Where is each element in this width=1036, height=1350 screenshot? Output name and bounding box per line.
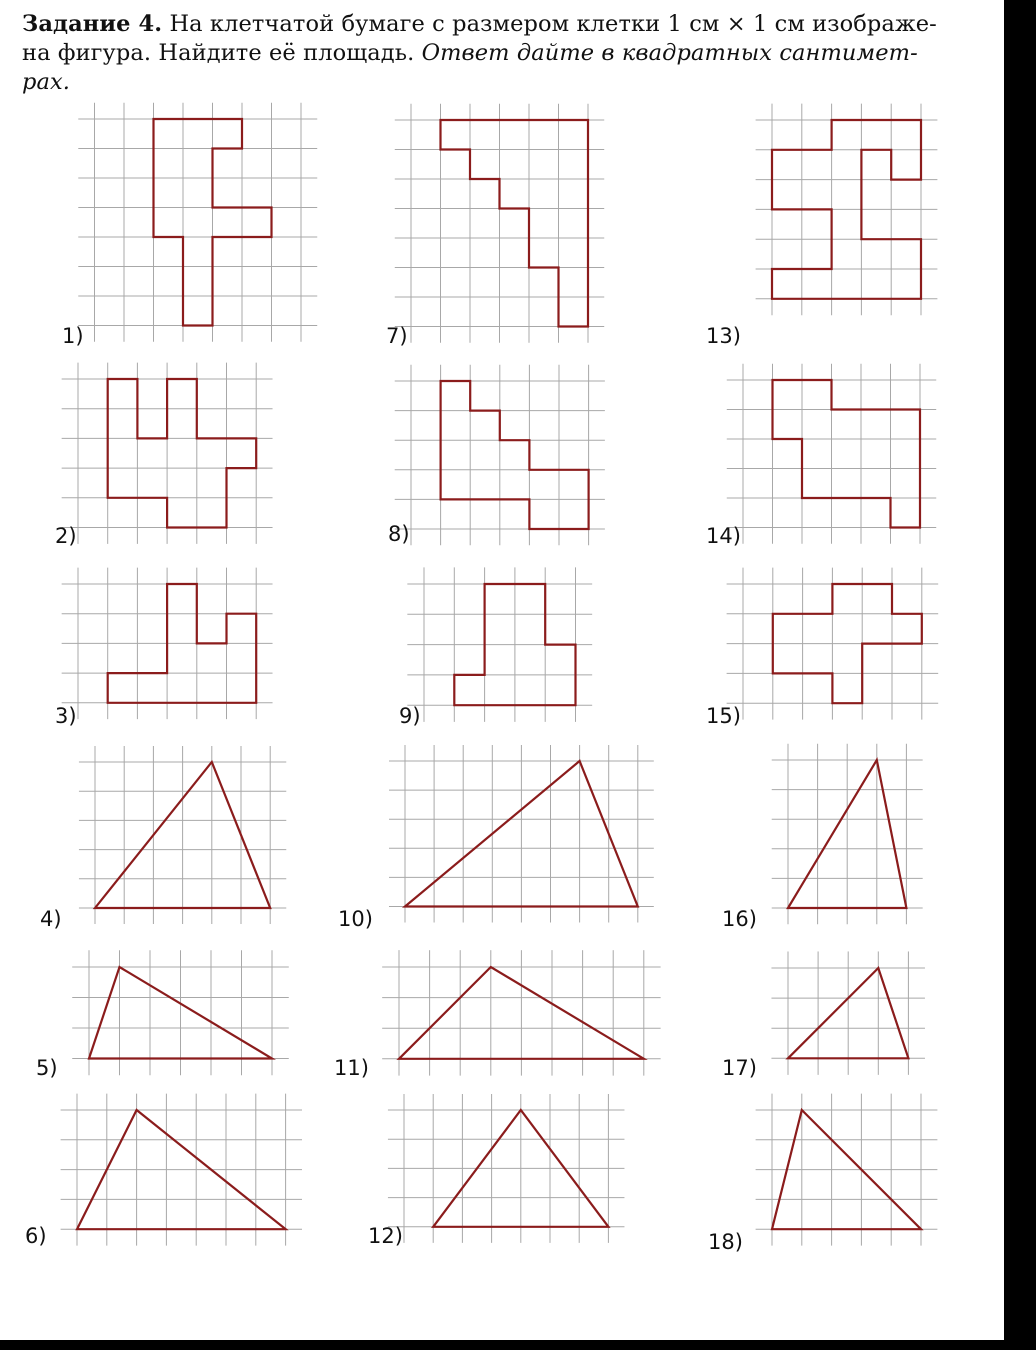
grid-6 — [61, 1094, 302, 1246]
task-answer-instruction-end: рах. — [22, 69, 71, 95]
grid-10 — [389, 745, 654, 923]
grid-17 — [771, 951, 925, 1074]
grid-11 — [382, 950, 660, 1075]
figure-label-10: 10) — [338, 907, 373, 931]
task-answer-instruction: Ответ дайте в квадратных сантимет- — [421, 40, 918, 66]
figure-label-15: 15) — [706, 704, 741, 728]
figure-17 — [771, 951, 925, 1074]
figure-5 — [72, 950, 289, 1075]
figure-label-6: 6) — [25, 1224, 47, 1248]
figure-label-4: 4) — [40, 907, 62, 931]
figure-label-5: 5) — [36, 1056, 58, 1080]
figure-16 — [772, 744, 923, 925]
figure-10 — [389, 745, 654, 923]
figure-label-12: 12) — [368, 1224, 403, 1248]
figure-label-2: 2) — [55, 524, 77, 548]
grid-8 — [395, 365, 605, 546]
figure-4 — [79, 746, 286, 924]
figure-label-16: 16) — [722, 907, 757, 931]
task-text-line-2: на фигура. Найдите её площадь. — [22, 40, 422, 66]
figure-1 — [78, 103, 317, 342]
figure-label-9: 9) — [399, 704, 421, 728]
figure-9 — [407, 567, 592, 722]
polygon-outline-7 — [441, 120, 589, 327]
figure-7 — [395, 104, 604, 343]
figure-label-7: 7) — [386, 324, 408, 348]
grid-7 — [395, 104, 604, 343]
polygon-outline-14 — [773, 380, 921, 528]
figure-2 — [62, 363, 273, 544]
task-number: Задание 4. — [22, 11, 163, 37]
figure-11 — [382, 950, 660, 1075]
figure-12 — [388, 1094, 625, 1243]
grid-12 — [388, 1094, 625, 1243]
figure-label-13: 13) — [706, 324, 741, 348]
figure-label-8: 8) — [388, 522, 410, 546]
grid-1 — [78, 103, 317, 342]
figure-18 — [756, 1094, 938, 1246]
figure-label-3: 3) — [55, 704, 77, 728]
figure-label-14: 14) — [706, 524, 741, 548]
figure-label-11: 11) — [334, 1056, 369, 1080]
figure-15 — [727, 568, 939, 720]
grid-4 — [79, 746, 286, 924]
figure-13 — [756, 104, 938, 316]
figure-6 — [61, 1094, 302, 1246]
figure-label-18: 18) — [708, 1230, 743, 1254]
task-text-line-1: На клетчатой бумаге с размером клетки 1 см × 1 см изображе- — [162, 11, 937, 37]
figure-label-17: 17) — [722, 1056, 757, 1080]
grid-18 — [756, 1094, 938, 1246]
polygon-outline-8 — [441, 381, 589, 529]
polygon-outline-2 — [108, 379, 257, 528]
figure-8 — [395, 365, 605, 546]
figure-14 — [727, 364, 936, 544]
figure-3 — [62, 568, 273, 719]
figure-label-1: 1) — [62, 324, 84, 348]
